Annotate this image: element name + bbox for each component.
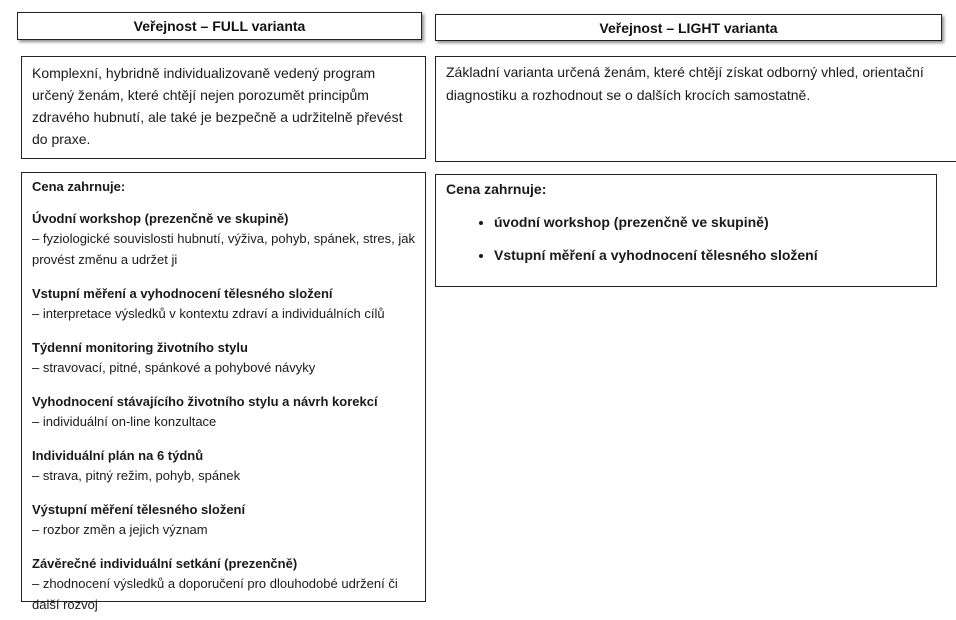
full-item-title: Výstupní měření tělesného složení: [32, 502, 246, 517]
full-item-title: Individuální plán na 6 týdnů: [32, 448, 204, 463]
full-variant-header: [17, 12, 422, 40]
full-variant-description-box: [21, 56, 426, 159]
full-item-title: Vstupní měření a vyhodnocení tělesného složení: [32, 286, 333, 301]
full-variant-description: Komplexní, hybridně individualizovaně vedený program určený ženám, které chtějí nejen porozumět principům zdravého hubnutí, ale také je bezpečně a udržitelně převést do praxe.: [32, 65, 403, 147]
full-included-item: [32, 500, 415, 540]
light-variant-title: Veřejnost – LIGHT varianta: [599, 19, 778, 36]
light-variant-description-box: [435, 56, 956, 162]
light-included-item: • Vstupní měření a vyhodnocení tělesného složení: [494, 246, 926, 264]
light-included-item: • úvodní workshop (prezenčně ve skupině): [494, 213, 926, 231]
full-item-title: Úvodní workshop (prezenčně ve skupině): [32, 211, 289, 226]
full-item-detail: – fyziologické souvislosti hubnutí, výživa, pohyb, spánek, stres, jak provést změnu a udržet ji: [32, 231, 415, 267]
light-variant-includes-box: [435, 174, 937, 287]
full-included-item: [32, 284, 415, 324]
light-variant-description: Základní varianta určená ženám, které chtějí získat odborný vhled, orientační diagnostiku a rozhodnout se o dalších krocích samostatně.: [446, 64, 924, 103]
full-included-item: [32, 446, 415, 486]
full-item-detail: – zhodnocení výsledků a doporučení pro dlouhodobé udržení či další rozvoj: [32, 576, 398, 612]
full-included-item: [32, 338, 415, 378]
full-variant-title: Veřejnost – FULL varianta: [133, 18, 306, 34]
full-item-title: Závěrečné individuální setkání (prezenčně): [32, 556, 298, 571]
full-variant-includes-box: [21, 172, 426, 612]
full-item-detail: – interpretace výsledků v kontextu zdraví a individuálních cílů: [32, 306, 385, 321]
full-included-item: [32, 554, 415, 615]
full-item-title: Vyhodnocení stávajícího životního stylu a návrh korekcí: [32, 394, 378, 409]
full-included-item: [32, 392, 415, 432]
full-item-detail: – individuální on-line konzultace: [32, 414, 217, 429]
full-item-detail: – stravovací, pitné, spánkové a pohybové návyky: [32, 360, 316, 375]
light-included-list: [446, 213, 926, 264]
full-item-detail: – strava, pitný režim, pohyb, spánek: [32, 468, 241, 483]
full-item-detail: – rozbor změn a jejich význam: [32, 522, 208, 537]
full-item-title: Týdenní monitoring životního stylu: [32, 340, 248, 355]
full-price-includes-label: Cena zahrnuje:: [32, 179, 126, 194]
full-included-item: [32, 209, 415, 270]
light-variant-header: [435, 14, 942, 41]
light-price-includes-label: Cena zahrnuje:: [446, 181, 547, 197]
